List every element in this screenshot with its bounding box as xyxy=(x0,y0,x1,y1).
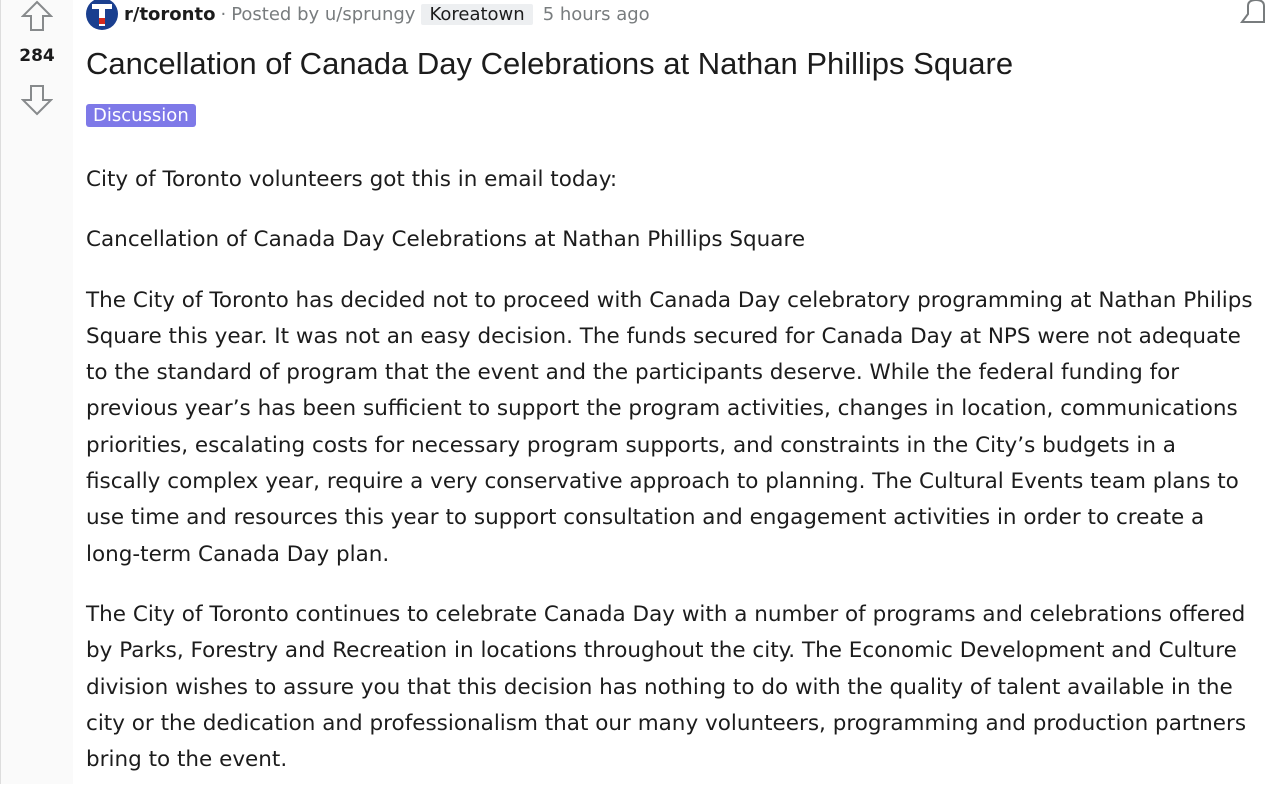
body-paragraph: The City of Toronto continues to celebrate Canada Day with a number of programs and celebrations offered by Parks, Forestry and Recreation in locations throughout the city. The Economic Development and Culture division wishes to assure you that this decision has nothing to do with the quality of talent available in the city or the dedication and professionalism that our many volunteers, programming and production partners bring to the event. xyxy=(86,601,1247,773)
post-meta xyxy=(86,0,650,28)
body-paragraph: Cancellation of Canada Day Celebrations at Nathan Phillips Square xyxy=(86,227,806,253)
post-body xyxy=(86,162,1256,802)
downvote-icon[interactable] xyxy=(21,82,53,116)
body-paragraph: The City of Toronto has decided not to proceed with Canada Day celebratory programming at Nathan Philips Square this year. It was not an easy decision. The funds secured for Canada Day at NPS were not adequate to the standard of program that the event and the participants deserve. While the federal funding for previous year’s has been sufficient to support the program activities, changes in location, communications priorities, escalating costs for necessary program supports, and constraints in the City’s budgets in a fiscally complex year, require a very conservative approach to planning. The Cultural Events team plans to use time and resources this year to support consultation and engagement activities in order to create a long-term Canada Day plan. xyxy=(86,287,1253,567)
meta-separator: · xyxy=(220,3,227,25)
vote-column xyxy=(0,0,73,784)
post-flair-discussion[interactable]: Discussion xyxy=(86,104,196,127)
vote-score: 284 xyxy=(19,46,55,66)
post-title[interactable]: Cancellation of Canada Day Celebrations at Nathan Phillips Square xyxy=(86,46,1014,81)
posted-by[interactable]: Posted by u/sprungy xyxy=(231,3,416,25)
post-time[interactable]: 5 hours ago xyxy=(542,3,650,25)
bell-icon[interactable] xyxy=(1236,0,1272,26)
body-paragraph: City of Toronto volunteers got this in email today: xyxy=(86,167,618,192)
subreddit-link[interactable]: r/toronto xyxy=(124,3,216,25)
user-flair: Koreatown xyxy=(421,4,532,25)
upvote-icon[interactable] xyxy=(21,0,53,34)
subreddit-avatar[interactable] xyxy=(86,0,118,30)
